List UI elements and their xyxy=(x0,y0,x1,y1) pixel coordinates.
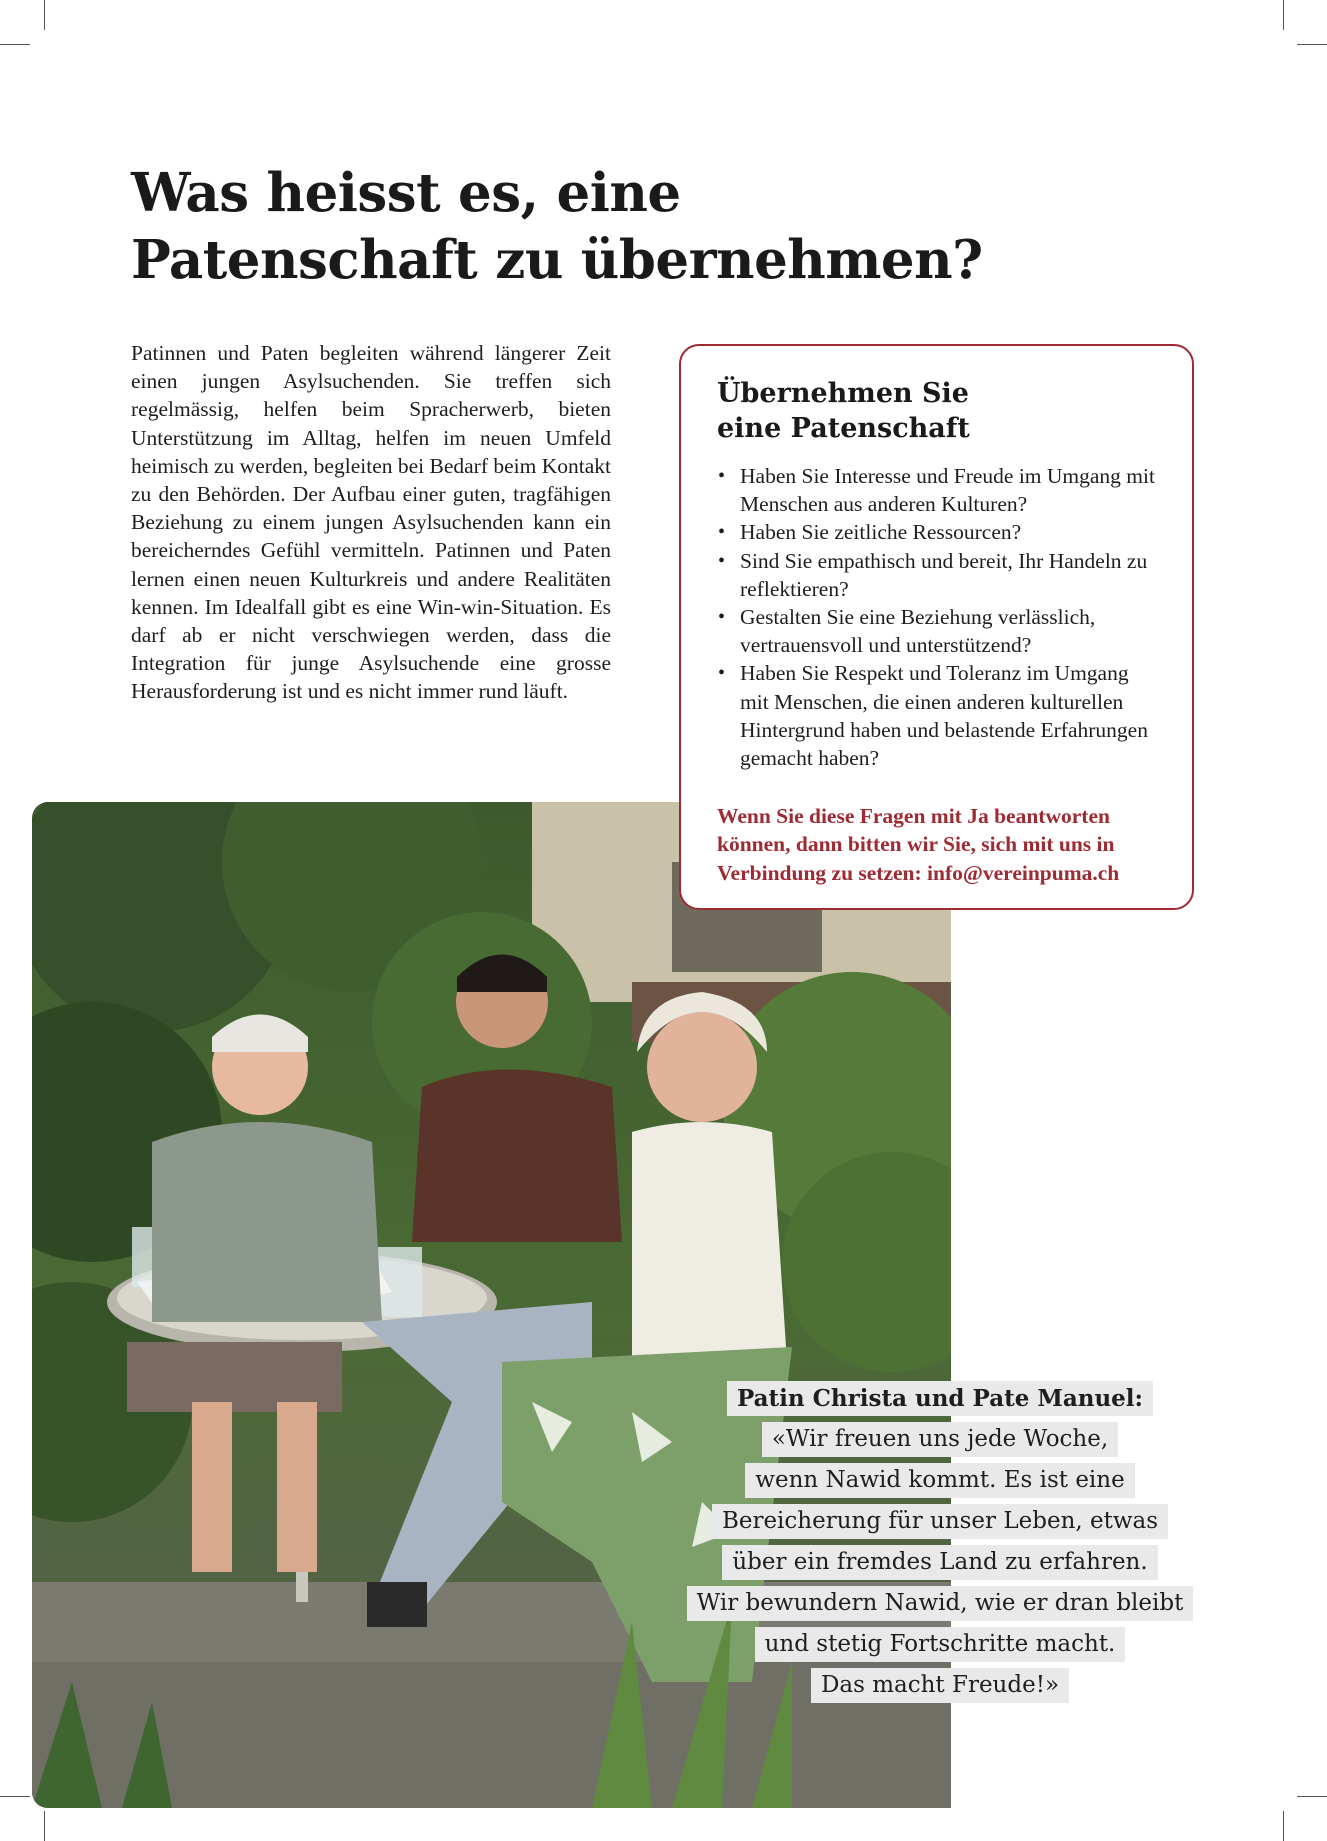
question-item: • Haben Sie zeitliche Ressourcen? xyxy=(740,518,1158,546)
info-box-title xyxy=(717,376,1158,446)
crop-mark xyxy=(44,1811,45,1841)
crop-mark xyxy=(1283,0,1284,30)
crop-mark xyxy=(0,44,30,45)
info-box-title-line: Übernehmen Sie xyxy=(717,378,969,409)
quote-author: Patin Christa und Pate Manuel: xyxy=(727,1381,1153,1416)
quote-line: und stetig Fortschritte macht. xyxy=(755,1627,1126,1662)
call-to-action: Wenn Sie diese Fragen mit Ja beantworten können, dann bitten wir Sie, sich mit uns in Verbindung zu setzen: info@vereinpuma.ch xyxy=(717,804,1120,885)
crop-mark xyxy=(0,1796,30,1797)
crop-mark xyxy=(44,0,45,30)
quote-line: Wir bewundern Nawid, wie er dran bleibt xyxy=(687,1586,1194,1621)
info-box-title-line: eine Patenschaft xyxy=(717,413,970,444)
page-title-line: Patenschaft zu übernehmen? xyxy=(131,229,983,291)
question-list xyxy=(717,462,1158,772)
page-title xyxy=(131,160,1031,294)
question-item: • Haben Sie Interesse und Freude im Umgang mit Menschen aus anderen Kulturen? xyxy=(740,462,1158,518)
photo-quote xyxy=(660,1381,1220,1709)
intro-paragraph: Patinnen und Paten begleiten während längerer Zeit einen jungen Asylsuchenden. Sie treffen sich regelmässig, helfen beim Spracherwerb, bieten Unterstützung im Alltag, helfen im neuen Umfeld heimisch zu werden, begleiten bei Bedarf beim Kontakt zu den Behörden. Der Aufbau einer guten, tragfähigen Beziehung zu einem jungen Asylsuchenden kann ein bereicherndes Gefühl vermitteln. Patinnen und Paten lernen einen neuen Kulturkreis und andere Realitäten kennen. Im Idealfall gibt es eine Win-win-Situation. Es darf ab er nicht verschwiegen werden, dass die Integration für junge Asylsuchende eine grosse Herausforderung ist und es nicht immer rund läuft. xyxy=(131,341,612,704)
quote-line: Das macht Freude!» xyxy=(811,1668,1069,1703)
question-item: • Gestalten Sie eine Beziehung verlässlich, vertrauensvoll und unterstützend? xyxy=(740,603,1158,659)
crop-mark xyxy=(1297,44,1327,45)
question-item: • Haben Sie Respekt und Toleranz im Umgang mit Menschen, die einen anderen kulturellen Hintergrund haben und belastende Erfahrungen gemacht haben? xyxy=(740,659,1158,772)
crop-mark xyxy=(1297,1796,1327,1797)
crop-mark xyxy=(1283,1811,1284,1841)
info-box xyxy=(679,344,1194,910)
quote-line: wenn Nawid kommt. Es ist eine xyxy=(745,1463,1134,1498)
question-item: • Sind Sie empathisch und bereit, Ihr Handeln zu reflektieren? xyxy=(740,547,1158,603)
page-title-line: Was heisst es, eine xyxy=(131,162,681,224)
quote-line: Bereicherung für unser Leben, etwas xyxy=(712,1504,1168,1539)
quote-line: «Wir freuen uns jede Woche, xyxy=(762,1422,1118,1457)
quote-line: über ein fremdes Land zu erfahren. xyxy=(722,1545,1157,1580)
